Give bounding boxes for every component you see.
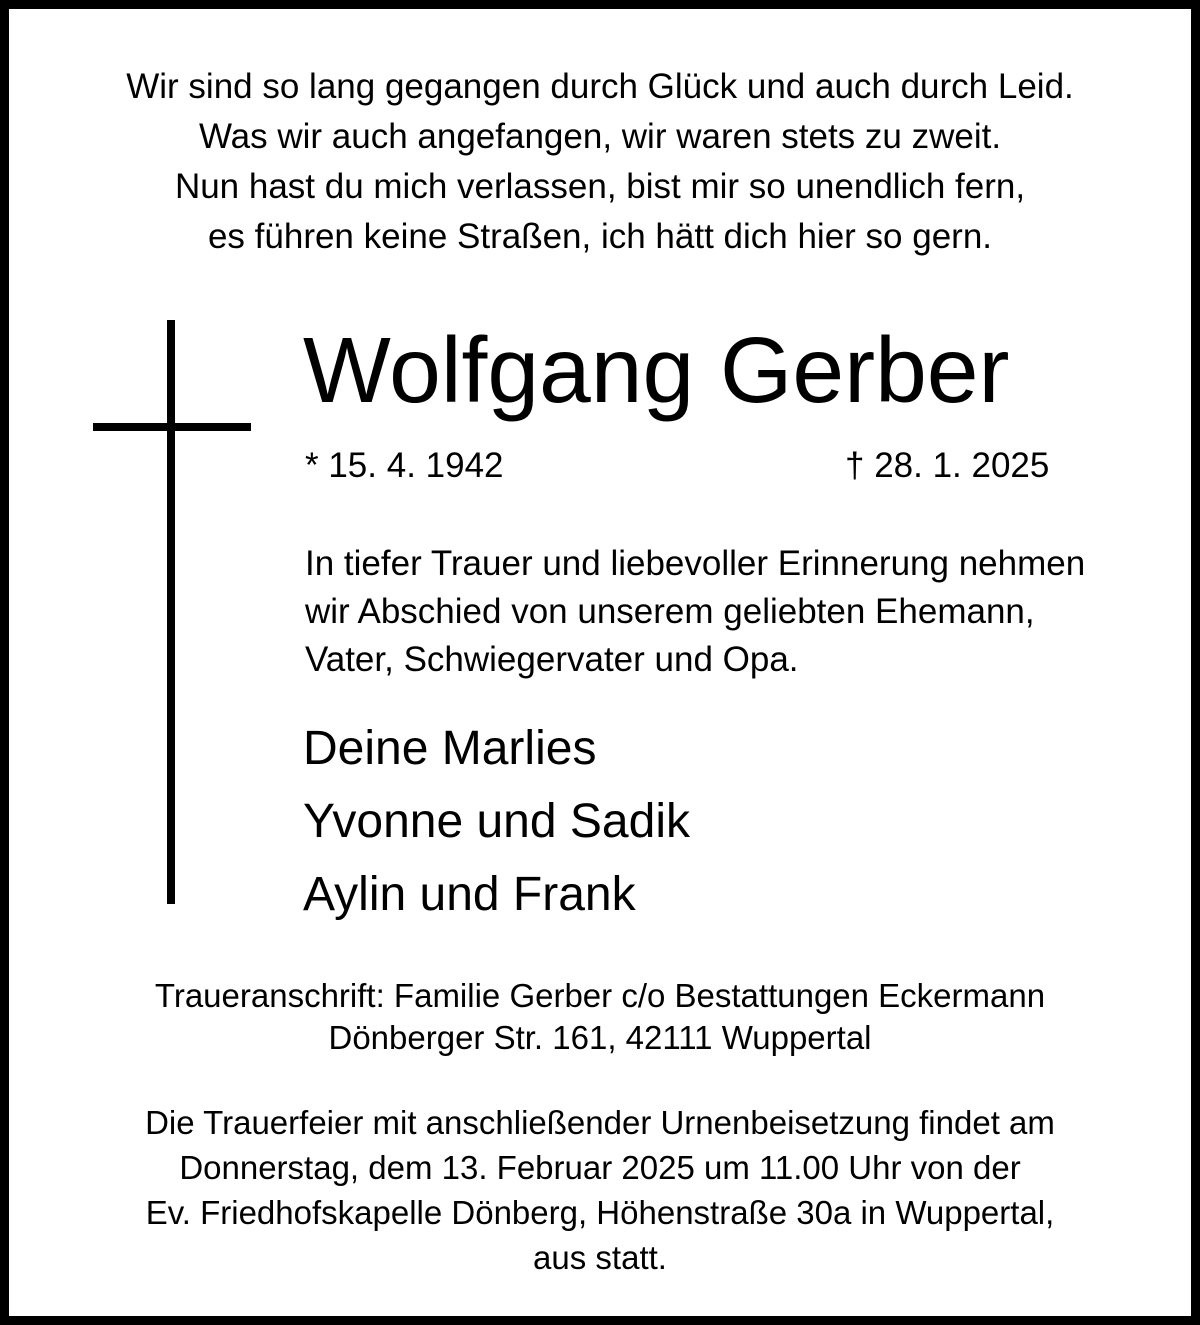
service-line: Donnerstag, dem 13. Februar 2025 um 11.00 Uhr von der bbox=[179, 1149, 1021, 1186]
birth-date: * 15. 4. 1942 bbox=[305, 446, 504, 485]
poem-line: Wir sind so lang gegangen durch Glück und auch durch Leid. bbox=[126, 67, 1074, 106]
service-line: Ev. Friedhofskapelle Dönberg, Höhenstraße 30a in Wuppertal, bbox=[145, 1194, 1055, 1231]
poem-line: Nun hast du mich verlassen, bist mir so unendlich fern, bbox=[174, 167, 1026, 206]
poem bbox=[0, 62, 1200, 262]
poem-line: Was wir auch angefangen, wir waren stets zu zweit. bbox=[198, 117, 1002, 156]
funeral-service-info bbox=[0, 1100, 1200, 1280]
mourning-address bbox=[0, 975, 1200, 1059]
cross-horizontal-bar bbox=[93, 423, 251, 431]
death-date: † 28. 1. 2025 bbox=[845, 446, 1050, 485]
intro-line: In tiefer Trauer und liebevoller Erinnerung nehmen bbox=[305, 544, 1086, 583]
intro-line: Vater, Schwiegervater und Opa. bbox=[305, 640, 799, 679]
poem-line: es führen keine Straßen, ich hätt dich hier so gern. bbox=[207, 217, 993, 256]
mourner-name: Aylin und Frank bbox=[303, 868, 636, 921]
intro-text bbox=[305, 540, 1085, 684]
mourner-name: Deine Marlies bbox=[303, 722, 597, 775]
cross-vertical-bar bbox=[167, 320, 175, 904]
address-line: Dönberger Str. 161, 42111 Wuppertal bbox=[328, 1019, 872, 1056]
service-line: aus statt. bbox=[533, 1239, 667, 1276]
address-line: Traueranschrift: Familie Gerber c/o Bestattungen Eckermann bbox=[154, 977, 1046, 1014]
mourner-name: Yvonne und Sadik bbox=[303, 795, 690, 848]
mourners-list bbox=[303, 712, 690, 931]
service-line: Die Trauerfeier mit anschließender Urnenbeisetzung findet am bbox=[145, 1104, 1055, 1141]
deceased-name: Wolfgang Gerber bbox=[303, 318, 1010, 422]
intro-line: wir Abschied von unserem geliebten Ehemann, bbox=[305, 592, 1035, 631]
